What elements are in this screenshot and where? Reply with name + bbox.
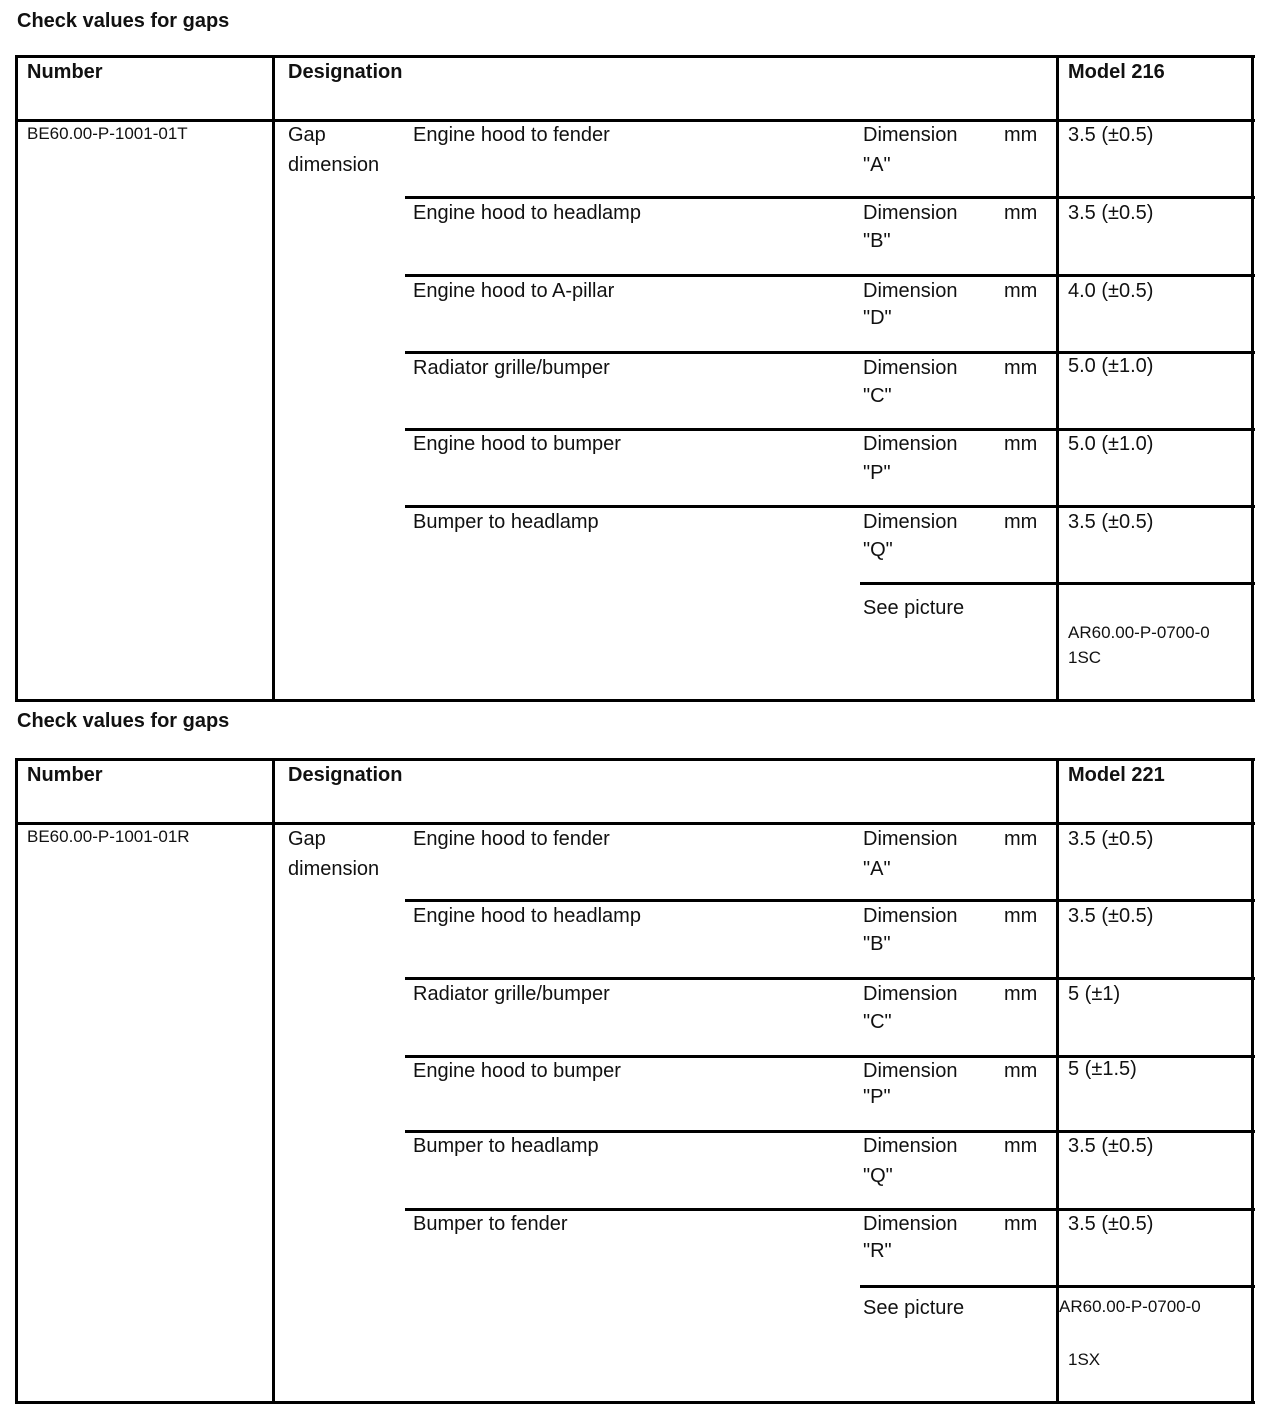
- row-dimension: Dimension: [863, 828, 958, 850]
- row-letter: "A": [863, 154, 891, 176]
- row-value: 3.5 (±0.5): [1068, 1135, 1154, 1157]
- row-item: Radiator grille/bumper: [413, 357, 610, 379]
- row-unit: mm: [1004, 828, 1038, 850]
- row-unit: mm: [1004, 202, 1038, 224]
- group-label-line1: Gap: [288, 124, 326, 146]
- row-value: 5.0 (±1.0): [1068, 433, 1154, 455]
- row-unit: mm: [1004, 124, 1038, 146]
- group-label-line1: Gap: [288, 828, 326, 850]
- row-item: Engine hood to fender: [413, 124, 610, 146]
- table-border-right: [1251, 55, 1254, 702]
- row-item: Bumper to headlamp: [413, 1135, 599, 1157]
- row-item: Engine hood to bumper: [413, 433, 621, 455]
- col-separator-number: [272, 758, 275, 1404]
- row-letter: "P": [863, 1086, 891, 1108]
- row-dimension: Dimension: [863, 1060, 958, 1082]
- row-value: 3.5 (±0.5): [1068, 202, 1154, 224]
- row-dimension: Dimension: [863, 202, 958, 224]
- row-item: Bumper to fender: [413, 1213, 568, 1235]
- header-number: Number: [27, 764, 103, 786]
- picture-reference-line1[interactable]: AR60.00-P-0700-0: [1068, 623, 1210, 642]
- row-letter: "B": [863, 933, 891, 955]
- row-letter: "D": [863, 307, 892, 329]
- row-dimension: Dimension: [863, 511, 958, 533]
- row-letter: "C": [863, 385, 892, 407]
- doc-number: BE60.00-P-1001-01R: [27, 827, 190, 846]
- row-dimension: Dimension: [863, 1135, 958, 1157]
- row-letter: "C": [863, 1011, 892, 1033]
- row-item: Engine hood to headlamp: [413, 905, 641, 927]
- row-value: 5 (±1.5): [1068, 1058, 1137, 1080]
- group-label-line2: dimension: [288, 858, 380, 880]
- row-letter: "Q": [863, 539, 893, 561]
- row-unit: mm: [1004, 1135, 1038, 1157]
- row-unit: mm: [1004, 983, 1038, 1005]
- row-unit: mm: [1004, 433, 1038, 455]
- row-value: 3.5 (±0.5): [1068, 905, 1154, 927]
- row-dimension: Dimension: [863, 433, 958, 455]
- row-item: Radiator grille/bumper: [413, 983, 610, 1005]
- row-dimension: Dimension: [863, 983, 958, 1005]
- picture-reference-line1[interactable]: AR60.00-P-0700-0: [1059, 1297, 1201, 1316]
- row-dimension: Dimension: [863, 280, 958, 302]
- row-unit: mm: [1004, 280, 1038, 302]
- header-number: Number: [27, 61, 103, 83]
- section-title: Check values for gaps: [17, 10, 230, 32]
- header-designation: Designation: [288, 764, 403, 786]
- row-unit: mm: [1004, 357, 1038, 379]
- row-unit: mm: [1004, 511, 1038, 533]
- row-dimension: Dimension: [863, 357, 958, 379]
- row-value: 3.5 (±0.5): [1068, 828, 1154, 850]
- row-value: 5.0 (±1.0): [1068, 355, 1154, 377]
- group-label-line2: dimension: [288, 154, 380, 176]
- row-item: Bumper to headlamp: [413, 511, 599, 533]
- picture-reference-line2[interactable]: 1SC: [1068, 648, 1102, 667]
- table-border-bottom: [15, 699, 1255, 702]
- row-item: Engine hood to bumper: [413, 1060, 621, 1082]
- row-dimension: Dimension: [863, 905, 958, 927]
- row-letter: "B": [863, 230, 891, 252]
- section-title: Check values for gaps: [17, 710, 230, 732]
- row-letter: "A": [863, 858, 891, 880]
- row-letter: "Q": [863, 1165, 893, 1187]
- row-separator: [860, 1285, 1255, 1288]
- row-value: 3.5 (±0.5): [1068, 511, 1154, 533]
- see-picture-label: See picture: [863, 1297, 965, 1319]
- table-border-right: [1251, 758, 1254, 1404]
- row-item: Engine hood to headlamp: [413, 202, 641, 224]
- row-dimension: Dimension: [863, 1213, 958, 1235]
- row-dimension: Dimension: [863, 124, 958, 146]
- row-letter: "P": [863, 462, 891, 484]
- doc-number: BE60.00-P-1001-01T: [27, 124, 188, 143]
- header-designation: Designation: [288, 61, 403, 83]
- header-model: Model 221: [1068, 764, 1165, 786]
- col-separator-number: [272, 55, 275, 702]
- table-border-left: [15, 55, 18, 702]
- row-unit: mm: [1004, 905, 1038, 927]
- row-value: 4.0 (±0.5): [1068, 280, 1154, 302]
- row-value: 3.5 (±0.5): [1068, 1213, 1154, 1235]
- row-value: 3.5 (±0.5): [1068, 124, 1154, 146]
- row-unit: mm: [1004, 1213, 1038, 1235]
- table-border-left: [15, 758, 18, 1404]
- row-value: 5 (±1): [1068, 983, 1121, 1005]
- col-separator-model: [1056, 55, 1059, 702]
- row-letter: "R": [863, 1240, 892, 1262]
- row-separator: [860, 582, 1255, 585]
- row-item: Engine hood to fender: [413, 828, 610, 850]
- table-border-bottom: [15, 1401, 1255, 1404]
- picture-reference-line2[interactable]: 1SX: [1068, 1350, 1101, 1369]
- header-model: Model 216: [1068, 61, 1165, 83]
- row-item: Engine hood to A-pillar: [413, 280, 615, 302]
- see-picture-label: See picture: [863, 597, 965, 619]
- row-unit: mm: [1004, 1060, 1038, 1082]
